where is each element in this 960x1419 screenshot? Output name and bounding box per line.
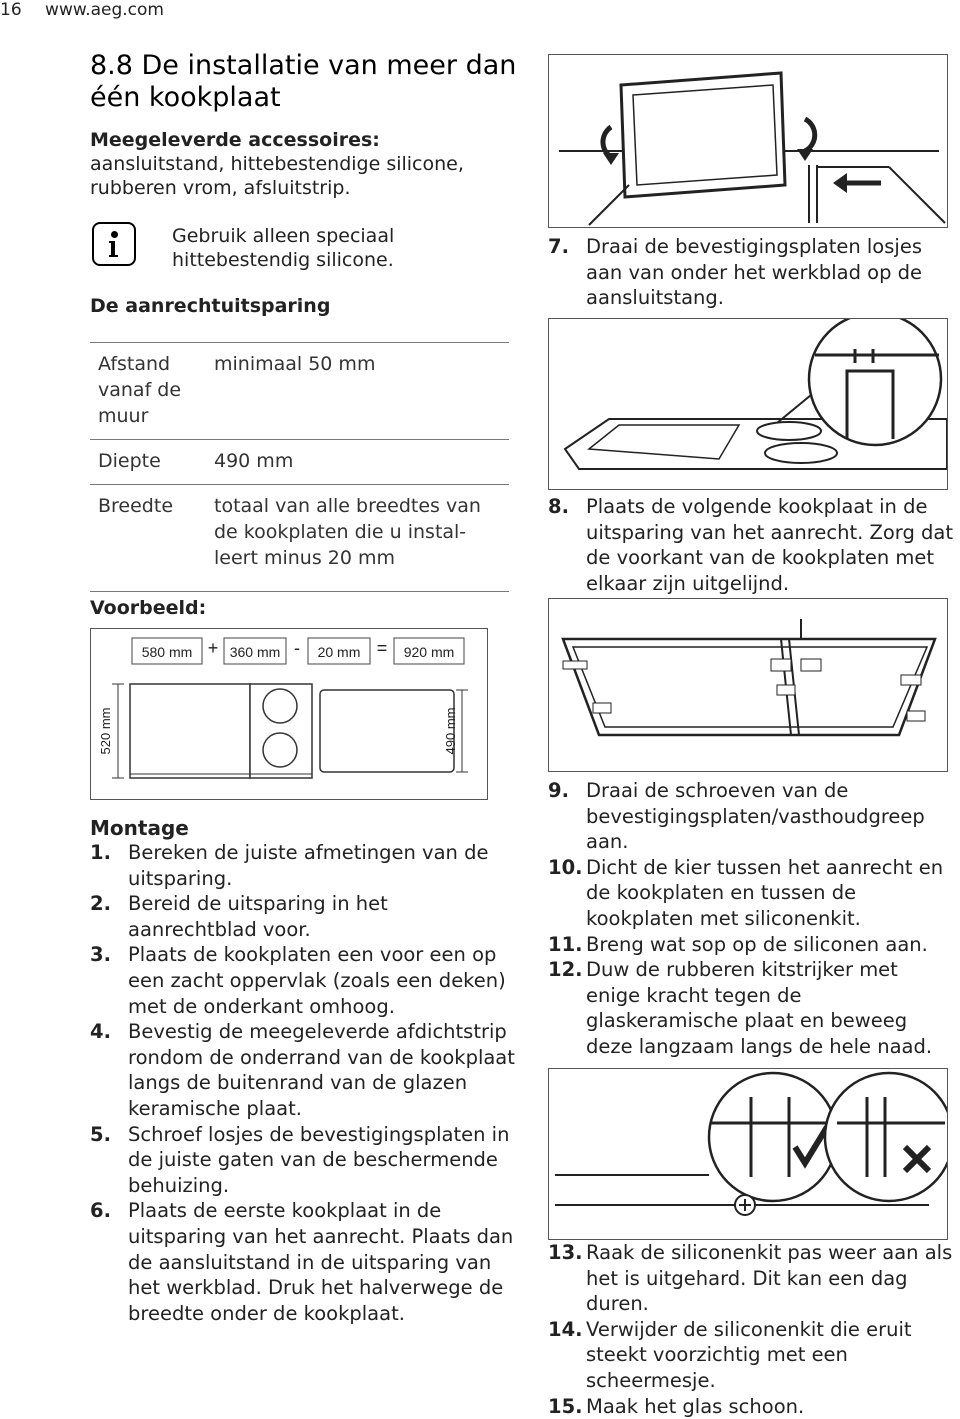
steps-13-15 bbox=[548, 1240, 958, 1419]
width-580-label: 580 mm bbox=[141, 644, 193, 660]
steps-9-12 bbox=[548, 778, 958, 1060]
spec-label: Diepte bbox=[98, 450, 161, 472]
list-item: 5. Schroef losjes de bevestigingsplaten in de juiste gaten van de beschermende behuizing. bbox=[90, 1122, 510, 1197]
depth-520-label: 520 mm bbox=[98, 707, 113, 755]
spec-row bbox=[90, 343, 509, 440]
diagram-step-8 bbox=[548, 318, 948, 490]
diagram-step-13 bbox=[548, 1068, 948, 1240]
montage-section bbox=[90, 816, 520, 1326]
montage-steps bbox=[90, 840, 520, 1326]
spec-label: Afstand vanaf de muur bbox=[98, 353, 182, 427]
list-item: 4. Bevestig de meegeleverde afdichtstrip rondom de onderrand van de kookplaat langs de buitenrand van de glazen keramische plaat. bbox=[90, 1020, 515, 1120]
list-item: 10. Dicht de kier tussen het aanrecht en de kookplaten en tussen de kookplaten met siliconenkit. bbox=[548, 855, 944, 930]
list-item: 6. Plaats de eerste kookplaat in de uitsparing van het aanrecht. Plaats dan de aansluitstand in de uitsparing van het werkblad. Druk het halverwege de breedte onder de kookplaat. bbox=[90, 1199, 514, 1325]
accessories-block bbox=[90, 128, 530, 200]
example-heading: Voorbeeld: bbox=[90, 597, 207, 619]
spec-row bbox=[90, 485, 509, 592]
spec-label: Breedte bbox=[98, 495, 174, 517]
spec-table bbox=[90, 342, 509, 592]
cutout-heading: De aanrechtuitsparing bbox=[90, 295, 331, 317]
depth-490-label: 490 mm bbox=[443, 707, 458, 755]
website-link[interactable]: www.aeg.com bbox=[45, 0, 164, 20]
width-20-label: 20 mm bbox=[317, 644, 361, 660]
note-text: Gebruik alleen speciaal hittebestendig silicone. bbox=[172, 225, 395, 271]
minus-sign: - bbox=[294, 638, 300, 658]
spec-value: minimaal 50 mm bbox=[214, 353, 376, 375]
list-item: 12. Duw de rubberen kitstrijker met enige kracht tegen de glaskeramische plaat en beweeg deze langzaam langs de hele naad. bbox=[548, 958, 933, 1058]
accessories-text: aansluitstand, hittebestendige silicone, rubberen vrom, afsluitstrip. bbox=[90, 153, 464, 199]
diagram-step-7 bbox=[548, 54, 948, 228]
section-title: 8.8 De installatie van meer dan één kookplaat bbox=[90, 50, 517, 113]
width-total-label: 920 mm bbox=[403, 644, 455, 660]
page-header bbox=[0, 0, 164, 20]
list-item: 13. Raak de siliconenkit pas weer aan als het is uitgehard. Dit kan een dag duren. bbox=[548, 1241, 953, 1316]
accessories-heading: Meegeleverde accessoires: bbox=[90, 129, 380, 151]
width-360-label: 360 mm bbox=[229, 644, 281, 660]
diagram-step-9 bbox=[548, 598, 948, 772]
step-8 bbox=[548, 494, 958, 596]
list-item: 3. Plaats de kookplaten een voor een op een zacht oppervlak (zoals een deken) met de onderkant omhoog. bbox=[90, 943, 506, 1018]
list-item: 11. Breng wat sop op de siliconen aan. bbox=[548, 932, 928, 956]
list-item: 15. Maak het glas schoon. bbox=[548, 1394, 805, 1418]
list-item: 2. Bereid de uitsparing in het aanrechtblad voor. bbox=[90, 892, 388, 941]
list-item: 7. Draai de bevestigingsplaten losjes aan van onder het werkblad op de aansluitstang. bbox=[548, 235, 923, 310]
plus-sign: + bbox=[207, 638, 219, 658]
list-item: 1. Bereken de juiste afmetingen van de uitsparing. bbox=[90, 841, 489, 890]
spec-row bbox=[90, 440, 509, 485]
list-item: 9. Draai de schroeven van de bevestigingsplaten/vasthoudgreep aan. bbox=[548, 779, 925, 854]
page-number: 16 bbox=[0, 0, 22, 20]
list-item: 14. Verwijder de siliconenkit die eruit steekt voorzichtig met een scheermesje. bbox=[548, 1317, 912, 1392]
step-7 bbox=[548, 234, 948, 311]
spec-value: totaal van alle breedtes van de kookplaten die u instal-leert minus 20 mm bbox=[214, 495, 481, 569]
cutout-example-diagram bbox=[90, 628, 488, 800]
equals-sign: = bbox=[376, 638, 388, 658]
spec-value: 490 mm bbox=[214, 450, 294, 472]
list-item: 8. Plaats de volgende kookplaat in de uitsparing van het aanrecht. Zorg dat de voorkant van de kookplaten met elkaar zijn uitgelijnd. bbox=[548, 495, 954, 595]
montage-heading: Montage bbox=[90, 816, 189, 840]
info-icon bbox=[92, 222, 136, 266]
